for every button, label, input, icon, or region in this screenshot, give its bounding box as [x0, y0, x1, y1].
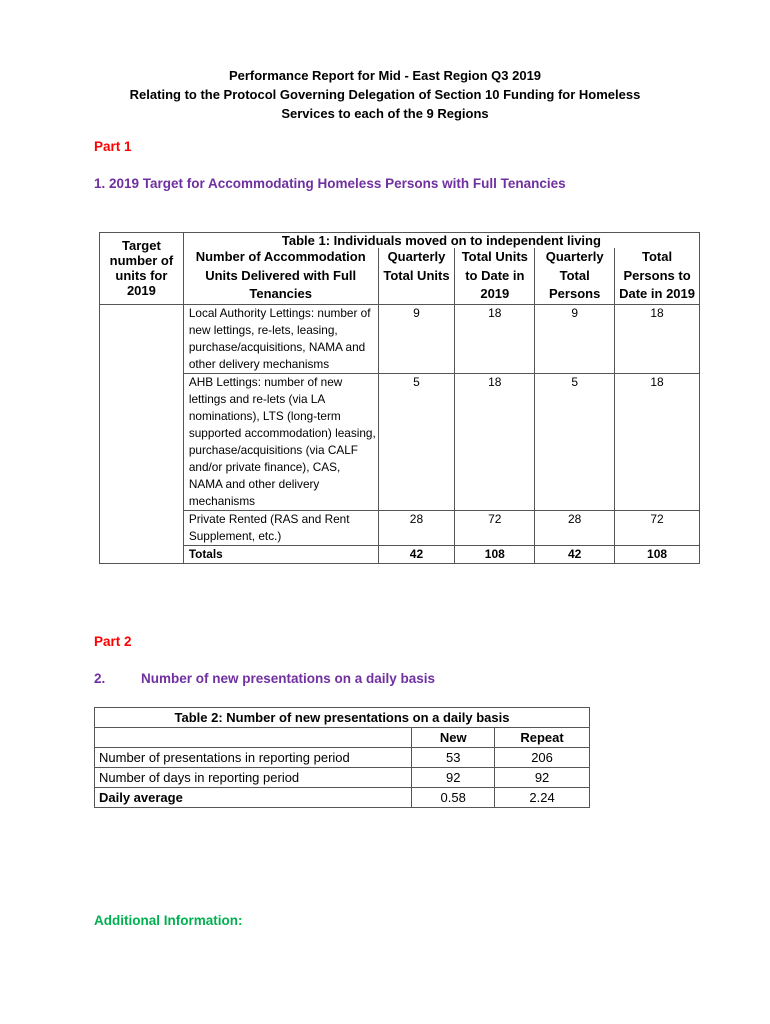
table-row	[100, 304, 700, 373]
header-quarterly-total-units: Quarterly Total Units	[378, 248, 455, 304]
totals-row	[100, 545, 700, 563]
repeat-cell: 2.24	[495, 788, 590, 808]
quarterly-units-cell: 9	[378, 304, 455, 373]
table-row	[100, 373, 700, 510]
table-row	[95, 748, 590, 768]
table-row	[100, 510, 700, 545]
target-cell	[100, 304, 184, 563]
quarterly-persons-cell: 9	[535, 304, 615, 373]
header-target: Target number of units for 2019	[100, 233, 184, 305]
total-persons-cell: 18	[615, 304, 700, 373]
repeat-cell: 92	[495, 768, 590, 788]
quarterly-persons-cell: 5	[535, 373, 615, 510]
new-cell: 0.58	[412, 788, 495, 808]
row-description: Local Authority Lettings: number of new lettings, re-lets, leasing, purchase/acquisitions, NAMA and other delivery mechanisms	[183, 304, 378, 373]
heading-line-2: Relating to the Protocol Governing Delegation of Section 10 Funding for Homeless	[129, 87, 641, 102]
table-2	[94, 707, 590, 808]
table-2-caption: Table 2: Number of new presentations on a daily basis	[95, 708, 590, 728]
section-2-number: 2.	[94, 671, 106, 686]
row-description: Private Rented (RAS and Rent Supplement, etc.)	[183, 510, 378, 545]
header-total-units-to-date: Total Units to Date in 2019	[455, 248, 535, 304]
totals-total-persons: 108	[615, 545, 700, 563]
heading-line-1: Performance Report for Mid - East Region Q3 2019	[228, 68, 542, 83]
header-accommodation-units: Number of Accommodation Units Delivered with Full Tenancies	[183, 248, 378, 304]
row-label: Daily average	[95, 788, 412, 808]
header-repeat: Repeat	[495, 728, 590, 748]
part-1-label: Part 1	[94, 139, 132, 154]
new-cell: 53	[412, 748, 495, 768]
quarterly-persons-cell: 28	[535, 510, 615, 545]
total-persons-cell: 18	[615, 373, 700, 510]
totals-total-units: 108	[455, 545, 535, 563]
totals-quarterly-units: 42	[378, 545, 455, 563]
repeat-cell: 206	[495, 748, 590, 768]
table-1-caption: Table 1: Individuals moved on to independent living	[183, 233, 699, 249]
table-2-blank-header	[95, 728, 412, 748]
new-cell: 92	[412, 768, 495, 788]
table-1	[99, 232, 700, 564]
header-new: New	[412, 728, 495, 748]
table-row	[95, 788, 590, 808]
part-2-label: Part 2	[94, 634, 132, 649]
total-units-cell: 18	[455, 304, 535, 373]
report-heading	[0, 66, 770, 123]
heading-line-3: Services to each of the 9 Regions	[281, 106, 489, 121]
header-total-persons-to-date: Total Persons to Date in 2019	[615, 248, 700, 304]
total-units-cell: 72	[455, 510, 535, 545]
row-label: Number of days in reporting period	[95, 768, 412, 788]
section-2-title: Number of new presentations on a daily basis	[141, 671, 436, 686]
header-quarterly-total-persons: Quarterly Total Persons	[535, 248, 615, 304]
total-persons-cell: 72	[615, 510, 700, 545]
quarterly-units-cell: 5	[378, 373, 455, 510]
total-units-cell: 18	[455, 373, 535, 510]
table-row	[95, 768, 590, 788]
row-description: AHB Lettings: number of new lettings and re-lets (via LA nominations), LTS (long-term supported accommodation) leasing, purchase/acquisitions (via CALF and/or private finance), CAS, NAMA and other delivery mechanisms	[183, 373, 378, 510]
additional-information-label: Additional Information:	[94, 913, 243, 928]
totals-quarterly-persons: 42	[535, 545, 615, 563]
row-label: Number of presentations in reporting period	[95, 748, 412, 768]
totals-label: Totals	[183, 545, 378, 563]
section-1-title: 1. 2019 Target for Accommodating Homeless Persons with Full Tenancies	[94, 176, 566, 191]
quarterly-units-cell: 28	[378, 510, 455, 545]
